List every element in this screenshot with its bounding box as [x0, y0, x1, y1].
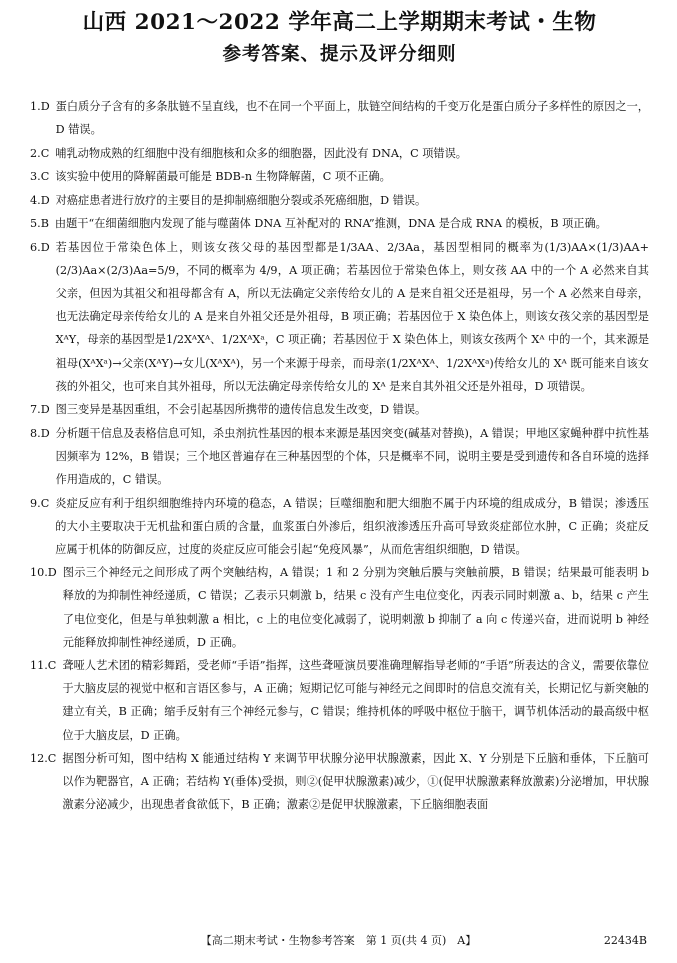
answer-explanation: 据图分析可知，图中结构 X 能通过结构 Y 来调节甲状腺分泌甲状腺激素，因此 X、Y 分别是下丘脑和垂体，下丘脑可以作为靶器官，A 正确；若结构 Y(垂体)受损，则②(促甲状腺激素)减少，①(促甲状腺激素释放激素)分泌增加，甲状腺激素分泌减少，出现患者食欲低下，B 正确；激素②是促甲状腺激素，下丘脑细胞表面: [62, 752, 649, 812]
answer-item: [30, 654, 649, 746]
answer-number: [30, 212, 55, 235]
answer-item: [30, 165, 649, 188]
question-number: 5.: [30, 217, 41, 231]
answer-item: [30, 189, 649, 212]
page-footer: [30, 933, 647, 949]
answer-item: [30, 142, 649, 165]
footer-code: 22434B: [603, 934, 647, 947]
answer-explanation: 炎症反应有利于组织细胞维持内环境的稳态，A 错误；巨噬细胞和肥大细胞不属于内环境的组成成分，B 错误；渗透压的大小主要取决于无机盐和蛋白质的含量，血浆蛋白外渗后，组织液渗透压升高可导致炎症部位水肿，C 正确；炎症反应属于机体的防御反应，过度的炎症反应可能会引起“免疫风暴”，从而危害组织细胞，D 错误。: [55, 496, 649, 556]
question-number: 1.: [30, 100, 41, 113]
answer-explanation: 对癌症患者进行放疗的主要目的是抑制癌细胞分裂或杀死癌细胞，D 错误。: [55, 193, 427, 207]
answer-key: C: [40, 496, 50, 510]
answer-key: C: [40, 170, 50, 184]
answer-explanation: 图三变异是基因重组，不会引起基因所携带的遗传信息发生改变，D 错误。: [55, 403, 427, 417]
answer-key: D: [40, 241, 50, 255]
answer-number: [30, 142, 55, 165]
answer-key: D: [40, 193, 50, 207]
answer-item: [30, 212, 649, 235]
question-number: 10.: [30, 566, 48, 580]
answer-explanation: 若基因位于常染色体上，则该女孩父母的基因型都是1/3AA、2/3Aa，基因型相同的概率为(1/3)AA×(1/3)AA+(2/3)Aa×(2/3)Aa=5/9，不同的概率为 4/9，A 项正确；若基因位于常染色体上，则女孩 AA 中的一个 A 必然来自其父亲，但因为其祖父和祖母都含有 A，所以无法确定父亲传给女儿的 A 是来自祖父还是祖母，另一个 A 必然来自母亲，也无法确定母亲传给女儿的 A 是来自外祖父还是外祖母，B 项正确；若基因位于 X 染色体上，则该女孩父亲的基因型是 XᴬY，母亲的基因型是1/2XᴬXᴬ、1/2XᴬXᵃ，C 项正确；若基因位于 X 染色体上，则该女孩两个 Xᴬ 中的一个，其来源是祖母(XᴬXᵃ)→父亲(XᴬY)→女儿(XᴬXᴬ)，另一个来源于母亲，而母亲(1/2XᴬXᴬ、1/2XᴬXᵃ)传给女儿的 Xᴬ 既可能来自该女孩的外祖父，也可来自其外祖母，所以无法确定母亲传给女儿的 Xᴬ 是来自其外祖父还是外祖母，D 项错误。: [55, 241, 650, 393]
answer-key: D: [47, 566, 57, 580]
question-number: 11.: [30, 659, 48, 673]
answer-item: [30, 422, 649, 491]
answer-key: D: [40, 426, 50, 440]
answer-number: [30, 398, 56, 421]
answer-number: [30, 236, 56, 398]
question-number: 12.: [30, 752, 48, 766]
answer-key: B: [40, 217, 49, 231]
answer-item: [30, 398, 649, 421]
document-subtitle: 参考答案、提示及评分细则: [222, 44, 457, 65]
answer-explanation: 蛋白质分子含有的多条肽链不呈直线，也不在同一个平面上，肽链空间结构的千变万化是蛋白质分子多样性的原因之一，D 错误。: [55, 100, 649, 137]
answer-item: [30, 492, 649, 561]
question-number: 6.: [30, 241, 41, 255]
question-number: 4.: [30, 193, 41, 207]
answer-number: [30, 189, 56, 212]
answer-item: [30, 95, 649, 141]
answer-key: D: [40, 100, 50, 113]
answer-number: [30, 165, 55, 188]
answer-number: [30, 422, 56, 491]
answer-item: [30, 561, 649, 653]
answer-explanation: 由题干“在细菌细胞内发现了能与噬菌体 DNA 互补配对的 RNA”推测，DNA 是合成 RNA 的模板，B 项正确。: [54, 217, 607, 231]
answer-number: [30, 654, 62, 746]
answer-explanation: 该实验中使用的降解菌最可能是 BDB-n 生物降解菌，C 项不正确。: [55, 170, 391, 184]
answer-number: [30, 747, 62, 816]
document-title: 山西 2021～2022 学年高二上学期期末考试・生物: [82, 10, 597, 35]
answer-key: D: [40, 403, 50, 417]
answer-explanation: 哺乳动物成熟的红细胞中没有细胞核和众多的细胞器，因此没有 DNA，C 项错误。: [55, 146, 467, 160]
answer-number: [30, 95, 56, 141]
answer-explanation: 图示三个神经元之间形成了两个突触结构，A 错误；1 和 2 分别为突触后膜与突触前膜，B 错误；结果最可能表明 b 释放的为抑制性神经递质，C 错误；乙表示只刺激 b，结果 c 没有产生电位变化，丙表示同时刺激 a、b，结果 c 产生了电位变化，但是与单独刺激 a 相比，c 上的电位变化减弱了，说明刺激 b 抑制了 a 向 c 传递兴奋，进而说明 b 神经元能释放抑制性神经递质，D 正确。: [62, 566, 649, 649]
question-number: 2.: [30, 146, 41, 160]
question-number: 9.: [30, 496, 41, 510]
footer-page-info: 【高二期末考试・生物参考答案 第 1 页(共 4 页) A】: [200, 934, 477, 947]
question-number: 7.: [30, 403, 41, 417]
answer-key: C: [47, 659, 57, 673]
answer-number: [30, 492, 55, 561]
answer-explanation: 聋哑人艺术团的精彩舞蹈，受老师“手语”指挥，这些聋哑演员要准确理解指导老师的“手语”所表达的含义，需要依靠位于大脑皮层的视觉中枢和言语区参与，A 正确；短期记忆可能与神经元之间即时的信息交流有关，长期记忆与新突触的建立有关，B 正确；缩手反射有三个神经元参与，C 错误；维持机体的呼吸中枢位于脑干，调节机体活动的最高级中枢位于大脑皮层，D 正确。: [62, 659, 649, 742]
answer-list: [30, 95, 649, 816]
answer-item: [30, 747, 649, 816]
question-number: 8.: [30, 426, 41, 440]
answer-number: [30, 561, 63, 653]
answer-item: [30, 236, 649, 398]
answer-explanation: 分析题干信息及表格信息可知，杀虫剂抗性基因的根本来源是基因突变(碱基对替换)，A 错误；甲地区家蝇种群中抗性基因频率为 12%，B 错误；三个地区普遍存在三种基因型的个体，只是概率不同，说明主要是受到遗传和各自环境的选择作用造成的，C 错误。: [55, 426, 649, 486]
question-number: 3.: [30, 170, 41, 184]
answer-key: C: [40, 146, 50, 160]
answer-key: C: [47, 752, 57, 766]
